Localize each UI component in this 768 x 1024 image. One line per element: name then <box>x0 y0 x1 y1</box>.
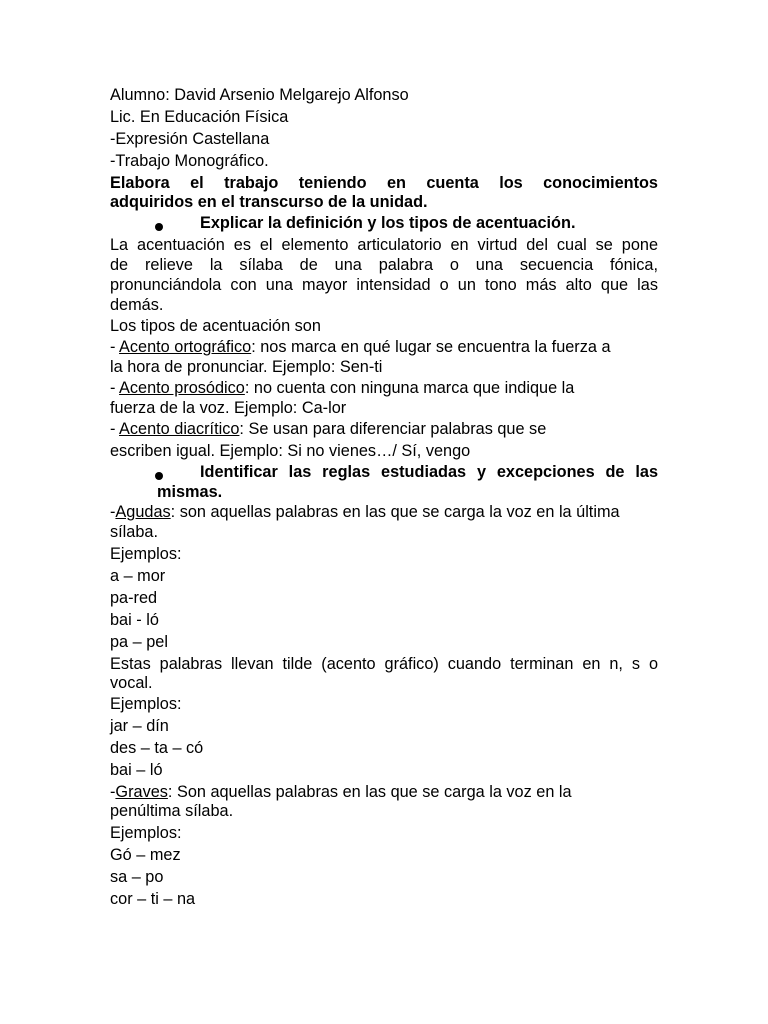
definition-line-2: de relieve la sílaba de una palabra o una secuencia fónica, <box>110 256 658 274</box>
dash: - <box>110 783 116 801</box>
dash: - <box>110 503 116 521</box>
agudas-rule-line-1: Estas palabras llevan tilde (acento gráfico) cuando terminan en n, s o <box>110 655 658 673</box>
type-diacritico-line-2: escriben igual. Ejemplo: Si no vienes…/ Sí, vengo <box>110 442 471 460</box>
term-acento-diacritico: Acento diacrítico <box>119 420 240 438</box>
term-description: : son aquellas palabras en las que se carga la voz en la última <box>170 503 620 521</box>
examples-label: Ejemplos: <box>110 695 182 713</box>
term-description: : Son aquellas palabras en las que se carga la voz en la <box>167 783 572 801</box>
example-item: pa – pel <box>110 633 168 651</box>
term-description: : no cuenta con ninguna marca que indique la <box>244 379 575 397</box>
definition-line-1: La acentuación es el elemento articulatorio en virtud del cual se pone <box>110 236 658 254</box>
type-prosodico-line-2: fuerza de la voz. Ejemplo: Ca-lor <box>110 399 347 417</box>
graves-line-1 <box>110 782 658 802</box>
example-item: a – mor <box>110 567 166 585</box>
agudas-line-1 <box>110 502 658 522</box>
examples-label: Ejemplos: <box>110 545 182 563</box>
term-acento-ortografico: Acento ortográfico <box>119 338 252 356</box>
example-item: des – ta – có <box>110 739 204 757</box>
example-item: Gó – mez <box>110 846 181 864</box>
dash: - <box>110 379 120 397</box>
example-item: jar – dín <box>110 717 169 735</box>
term-description: : nos marca en qué lugar se encuentra la fuerza a <box>251 338 611 356</box>
example-item: pa-red <box>110 589 158 607</box>
type-prosodico-line-1 <box>110 378 658 398</box>
examples-label: Ejemplos: <box>110 824 182 842</box>
dash: - <box>110 420 120 438</box>
types-intro: Los tipos de acentuación son <box>110 317 321 335</box>
dash: - <box>110 338 120 356</box>
student-name: Alumno: David Arsenio Melgarejo Alfonso <box>110 86 409 104</box>
example-item: cor – ti – na <box>110 890 196 908</box>
type-ortografico-line-2: la hora de pronunciar. Ejemplo: Sen-ti <box>110 358 383 376</box>
term-graves: Graves <box>115 783 168 801</box>
example-item: sa – po <box>110 868 164 886</box>
instruction-line-2: adquiridos en el transcurso de la unidad. <box>110 193 428 211</box>
task-2-line-2: mismas. <box>157 483 223 501</box>
task-1: Explicar la definición y los tipos de acentuación. <box>200 214 576 232</box>
work-type: -Trabajo Monográfico. <box>110 152 269 170</box>
bullet-icon <box>155 472 163 480</box>
agudas-line-2: sílaba. <box>110 523 158 541</box>
agudas-rule-line-2: vocal. <box>110 674 153 692</box>
definition-line-4: demás. <box>110 296 164 314</box>
term-description: : Se usan para diferenciar palabras que se <box>239 420 547 438</box>
term-acento-prosodico: Acento prosódico <box>119 379 245 397</box>
term-agudas: Agudas <box>115 503 171 521</box>
definition-line-3: pronunciándola con una mayor intensidad o un tono más alto que las <box>110 276 658 294</box>
type-ortografico-line-1 <box>110 337 658 357</box>
subject: -Expresión Castellana <box>110 130 270 148</box>
graves-line-2: penúltima sílaba. <box>110 802 234 820</box>
task-2-line-1: Identificar las reglas estudiadas y excepciones de las <box>200 463 658 481</box>
example-item: bai - ló <box>110 611 159 629</box>
example-item: bai – ló <box>110 761 163 779</box>
type-diacritico-line-1 <box>110 419 658 439</box>
bullet-icon <box>155 223 163 231</box>
instruction-line-1: Elabora el trabajo teniendo en cuenta los conocimientos <box>110 174 658 192</box>
degree: Lic. En Educación Física <box>110 108 289 126</box>
